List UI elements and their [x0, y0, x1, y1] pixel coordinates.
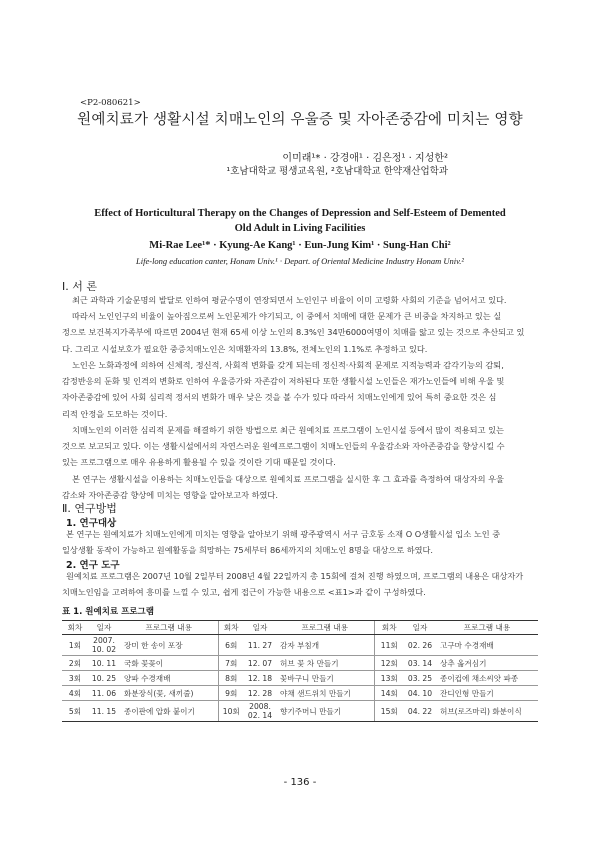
subsection-heading-tools: 2. 연구 도구: [66, 560, 120, 571]
program-cell: 잔디인형 만들기: [436, 686, 538, 701]
table-row: [62, 671, 538, 686]
header-program: 프로그램 내용: [436, 621, 538, 635]
header-date: 일자: [244, 621, 276, 635]
program-cell: 허브 꽃 차 만들기: [276, 656, 374, 671]
program-cell: 장미 한 송이 포장: [120, 635, 218, 656]
table-row: [62, 635, 538, 656]
section-heading-methods: Ⅱ. 연구방법: [62, 502, 117, 515]
session-cell: 8회: [218, 671, 244, 686]
program-cell: 꽃바구니 만들기: [276, 671, 374, 686]
text-line: 다. 그리고 시설보호가 필요한 중증치매노인은 치매환자의 13.8%, 전체노인의 1.1%로 추정하고 있다.: [62, 343, 428, 354]
intro-paragraph-1: [62, 292, 538, 357]
text-line: 본 연구는 생활시설을 이용하는 치매노인들을 대상으로 원예치료 프로그램을 실시한 후 그 효과를 측정하여 대상자의 우울: [72, 473, 504, 484]
table-row: [62, 701, 538, 722]
header-date: 일자: [404, 621, 436, 635]
intro-paragraph-2: [62, 357, 538, 422]
session-cell: 15회: [374, 701, 404, 722]
session-cell: 11회: [374, 635, 404, 656]
date-cell: 12. 28: [244, 686, 276, 701]
date-cell: 03. 14: [404, 656, 436, 671]
program-cell: 종이판에 압화 붙이기: [120, 701, 218, 722]
english-affiliations: Life-long education canter, Honam Univ.¹ · Depart. of Oriental Medicine Industry Honam Univ.²: [136, 256, 464, 266]
text-line: 있는 프로그램으로 매우 유용하게 활용될 수 있을 것이란 기대 때문일 것이다.: [62, 457, 336, 468]
session-cell: 9회: [218, 686, 244, 701]
text-line: 노인은 노화과정에 의하여 신체적, 정신적, 사회적 변화를 갖게 되는데 정신적·사회적 문제로 지적능력과 감각기능의 감퇴,: [72, 360, 504, 370]
text-line: 정으로 보건복지가족부에 따르면 2004년 현재 65세 이상 노인의 8.3%인 34만6000여명이 치매를 앓고 있는 것으로 추산되고 있: [62, 327, 525, 338]
header-session: 회차: [218, 621, 244, 635]
session-cell: 7회: [218, 656, 244, 671]
date-cell: 04. 22: [404, 701, 436, 722]
text-line: 일상생활 동작이 가능하고 원예활동을 희망하는 75세부터 86세까지의 치매노인 8명을 대상으로 하였다.: [62, 545, 434, 556]
session-cell: 13회: [374, 671, 404, 686]
text-line: 원예치료 프로그램은 2007년 10월 2일부터 2008년 4월 22일까지 총 15회에 걸쳐 진행 하였으며, 프로그램의 내용은 대상자가: [66, 571, 524, 581]
subsection-heading-subjects: 1. 연구대상: [66, 518, 117, 529]
section-heading-introduction: Ⅰ. 서 론: [62, 280, 97, 293]
header-date: 일자: [88, 621, 120, 635]
program-cell: 향기주머니 만들기: [276, 701, 374, 722]
text-line: 감정반응의 둔화 및 인격의 변화로 인하여 우울증가와 자존감이 저하된다 또한 생활시설 노인들은 재가노인들에 비해 우울 및: [62, 376, 505, 387]
program-cell: 허브(로즈마리) 화분이식: [436, 701, 538, 722]
program-cell: 상추 옮겨심기: [436, 656, 538, 671]
session-cell: 1회: [62, 635, 88, 656]
date-cell: 12. 18: [244, 671, 276, 686]
text-line: 따라서 노인인구의 비율이 높아짐으로써 노인문제가 야기되고, 이 중에서 치매에 대한 문제가 큰 비중을 차지하고 있는 실: [72, 311, 502, 322]
text-line: 것으로 보고되고 있다. 이는 생활시설에서의 자연스러운 원예프로그램이 치매노인들의 우울감소와 자아존중감을 향상시킬 수: [62, 441, 505, 452]
intro-paragraph-3: [62, 422, 538, 503]
text-line: 본 연구는 원예치료가 치매노인에게 미치는 영향을 알아보기 위해 광주광역시 서구 금호동 소재 O O생활시설 입소 노인 중: [66, 529, 501, 539]
program-cell: 고구마 수경재배: [436, 635, 538, 656]
abstract-code: <P2-080621>: [80, 98, 141, 108]
korean-title: 원예치료가 생활시설 치매노인의 우울증 및 자아존중감에 미치는 영향: [77, 112, 523, 128]
korean-authors: 이미래¹* · 강경애¹ · 김은정¹ · 지성한²: [282, 153, 448, 164]
text-line: 자아존중감에 있어 사회 심리적 정서의 변화가 매우 낮은 것을 볼 수가 있다 따라서 치매노인에게 있어 특히 중요한 것은 심: [62, 392, 497, 403]
tools-paragraph: [62, 568, 538, 600]
date-cell: 12. 07: [244, 656, 276, 671]
date-cell: 04. 10: [404, 686, 436, 701]
session-cell: 5회: [62, 701, 88, 722]
page-number: - 136 -: [283, 777, 317, 788]
session-cell: 6회: [218, 635, 244, 656]
header-program: 프로그램 내용: [120, 621, 218, 635]
session-cell: 14회: [374, 686, 404, 701]
program-table: [62, 620, 538, 722]
date-cell: 10. 11: [88, 656, 120, 671]
date-cell: 11. 15: [88, 701, 120, 722]
session-cell: 12회: [374, 656, 404, 671]
header-session: 회차: [62, 621, 88, 635]
date-cell: 2008. 02. 14: [244, 701, 276, 722]
english-title-line-1: Effect of Horticultural Therapy on the Changes of Depression and Self-Esteem of Demented: [94, 208, 506, 219]
table-row: [62, 656, 538, 671]
korean-affiliations: ¹호남대학교 평생교육원, ²호남대학교 한약재산업학과: [226, 166, 448, 177]
date-cell: 11. 27: [244, 635, 276, 656]
table-caption: 표 1. 원예치료 프로그램: [62, 607, 154, 617]
text-line: 치매노인의 이러한 심리적 문제를 해결하기 위한 방법으로 최근 원예치료 프로그램이 노인시설 등에서 많이 적용되고 있는: [72, 425, 504, 435]
program-cell: 종이컵에 채소씨앗 파종: [436, 671, 538, 686]
header-program: 프로그램 내용: [276, 621, 374, 635]
session-cell: 4회: [62, 686, 88, 701]
date-cell: 03. 25: [404, 671, 436, 686]
date-cell: 10. 25: [88, 671, 120, 686]
program-cell: 화분장식(꽃, 새끼줄): [120, 686, 218, 701]
session-cell: 10회: [218, 701, 244, 722]
table-row: [62, 686, 538, 701]
text-line: 감소와 자아존중감 향상에 미치는 영향을 알아보고자 하였다.: [62, 489, 278, 500]
program-cell: 양파 수경재배: [120, 671, 218, 686]
subjects-paragraph: [62, 526, 538, 558]
text-line: 치매노인임을 고려하여 흥미를 느낄 수 있고, 쉽게 접근이 가능한 내용으로 <표1>과 같이 구성하였다.: [62, 587, 426, 598]
session-cell: 3회: [62, 671, 88, 686]
english-title: [60, 206, 540, 236]
english-authors: Mi-Rae Lee¹* · Kyung-Ae Kang¹ · Eun-Jung Kim¹ · Sung-Han Chi²: [149, 240, 451, 251]
session-cell: 2회: [62, 656, 88, 671]
header-session: 회차: [374, 621, 404, 635]
program-cell: 야채 샌드위치 만들기: [276, 686, 374, 701]
english-title-line-2: Old Adult in Living Facilities: [234, 223, 366, 234]
table-header-row: [62, 621, 538, 635]
text-line: 리적 안정을 도모하는 것이다.: [62, 408, 168, 419]
date-cell: 02. 26: [404, 635, 436, 656]
text-line: 최근 과학과 기술문명의 발달로 인하여 평균수명이 연장되면서 노인인구 비율이 이미 고령화 사회의 기준을 넘어서고 있다.: [72, 295, 507, 305]
program-cell: 국화 꽃꽂이: [120, 656, 218, 671]
date-cell: 11. 06: [88, 686, 120, 701]
program-cell: 감자 부침개: [276, 635, 374, 656]
date-cell: 2007. 10. 02: [88, 635, 120, 656]
